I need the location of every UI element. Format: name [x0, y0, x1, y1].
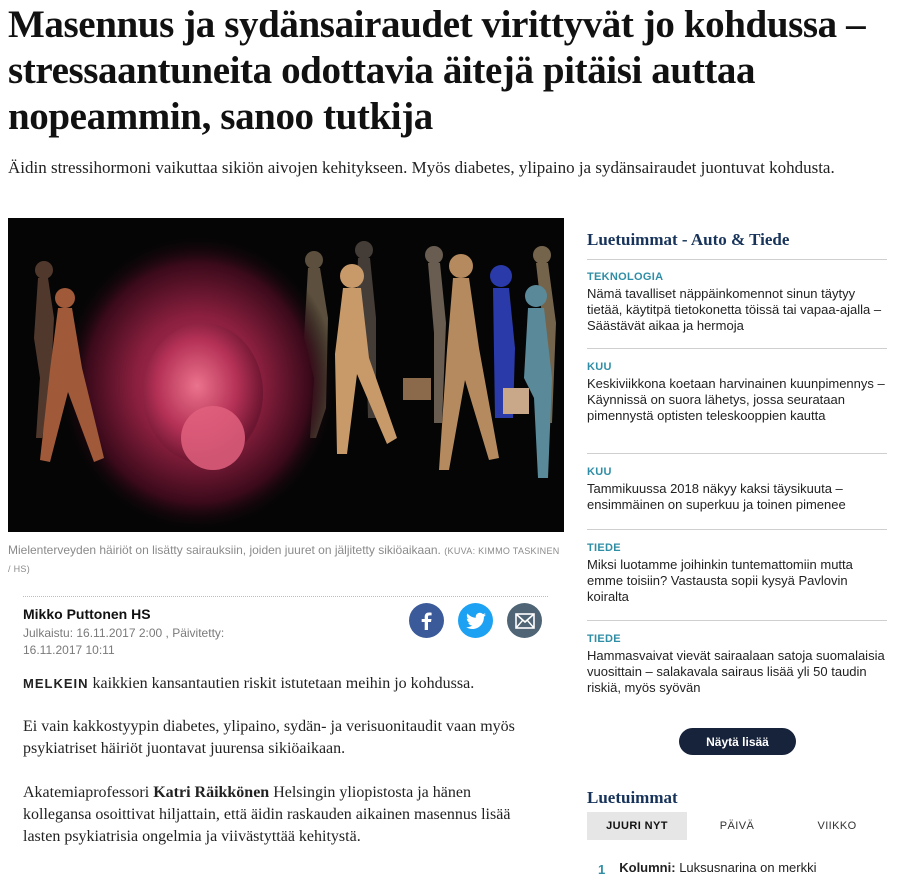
photo-credit: (KUVA: KIMMO TASKINEN / HS) [8, 546, 560, 574]
article-headline: Masennus ja sydänsairaudet virittyvät jo kohdussa – stressaantuneita odottavia äitejä pitäisi auttaa nopeammin, sanoo tutkija [8, 3, 866, 138]
sidebar-article-4[interactable] [587, 530, 887, 621]
article-category: TEKNOLOGIA [587, 271, 664, 283]
share-twitter-button[interactable] [458, 603, 493, 638]
sidebar-article-3[interactable] [587, 454, 887, 530]
paragraph-2: Ei vain kakkostyypin diabetes, ylipaino, sydän- ja verisuonitaudit vaan myös psykiatriset häiriöt juontavat juurensa sikiöaikaan. [23, 718, 515, 757]
sidebar-title: Luetuimmat - Auto & Tiede [587, 230, 887, 260]
article-hero-image[interactable] [8, 218, 564, 532]
paragraph-3 [23, 782, 543, 848]
silhouettes-illustration [8, 218, 564, 532]
article-title[interactable]: Miksi luotamme joihinkin tuntemattomiin mutta emme toisiin? Vastausta sopii kysyä Pavlovin koiralta [587, 557, 853, 604]
tab-viikko[interactable]: VIIKKO [817, 820, 857, 832]
most-read-item-text[interactable] [619, 860, 816, 874]
article-title[interactable]: Tammikuussa 2018 näkyy kaksi täysikuuta – ensimmäinen on superkuu ja toinen pimenee [587, 481, 846, 512]
article-category: KUU [587, 361, 612, 373]
article-title[interactable]: Keskiviikkona koetaan harvinainen kuunpimennys – Käynnissä on suora lähetys, jossa seurataan pimennystä optisten teleskooppien kautta [587, 376, 885, 423]
paragraph-lead-word: MELKEIN [23, 676, 89, 691]
sidebar-article-1[interactable] [587, 260, 887, 349]
facebook-icon [417, 611, 437, 631]
twitter-icon [466, 612, 486, 630]
rank-number: 1 [598, 862, 606, 874]
tab-juuri-nyt[interactable]: JUURI NYT [587, 812, 687, 840]
article-lead: Äidin stressihormoni vaikuttaa sikiön aivojen kehitykseen. Myös diabetes, ylipaino ja sydänsairaudet juontuvat kohdusta. [8, 158, 835, 177]
author-name[interactable]: Mikko Puttonen HS [23, 606, 151, 622]
caption-text: Mielenterveyden häiriöt on lisätty sairauksiin, joiden juuret on jäljitetty sikiöaikaan. [8, 543, 441, 557]
show-more-button[interactable]: Näytä lisää [679, 728, 796, 755]
article-title[interactable]: Nämä tavalliset näppäinkomennot sinun täytyy tietää, käytitpä tietokonetta töissä tai vapaa-ajalla – Säästävät aikaa ja hermoja [587, 286, 882, 333]
person-name: Katri Räikkönen [153, 784, 270, 801]
paragraph-1-text: kaikkien kansantautien riskit istutetaan meihin jo kohdussa. [88, 675, 475, 692]
byline-divider [23, 596, 548, 597]
paragraph-3-text-a: Akatemiaprofessori [23, 784, 154, 801]
paragraph-3-text-b: Helsingin yliopistosta ja hänen kollegansa osoittivat hiljattain, että äidin raskauden aikainen masennus lisää lasten psykiatrisia ongelmia ja viivästyttää kehitystä. [23, 784, 511, 845]
sidebar-article-5[interactable] [587, 621, 887, 711]
article-title[interactable]: Hammasvaivat vievät sairaalaan satoja suomalaisia vuosittain – salakavala sairaus lisää yli 50 taudin riskiä, myös syövän [587, 648, 885, 695]
article-category: KUU [587, 466, 612, 478]
most-read-title: Luetuimmat [587, 788, 678, 807]
publish-dates: Julkaistu: 16.11.2017 2:00 , Päivitetty: 16.11.2017 10:11 [23, 626, 225, 657]
item-title: Luksusnarina on merkki [679, 860, 817, 874]
article-category: TIEDE [587, 542, 621, 554]
sidebar-article-2[interactable] [587, 349, 887, 454]
email-icon [515, 613, 535, 629]
most-read-item-1[interactable] [598, 860, 816, 874]
share-facebook-button[interactable] [409, 603, 444, 638]
share-email-button[interactable] [507, 603, 542, 638]
most-read-sidebar [587, 230, 887, 711]
image-caption [8, 542, 564, 578]
paragraph-1 [23, 673, 543, 695]
tab-paiva[interactable]: PÄIVÄ [719, 820, 755, 832]
item-label: Kolumni: [619, 860, 676, 874]
article-category: TIEDE [587, 633, 621, 645]
most-read-tabs [587, 812, 887, 840]
